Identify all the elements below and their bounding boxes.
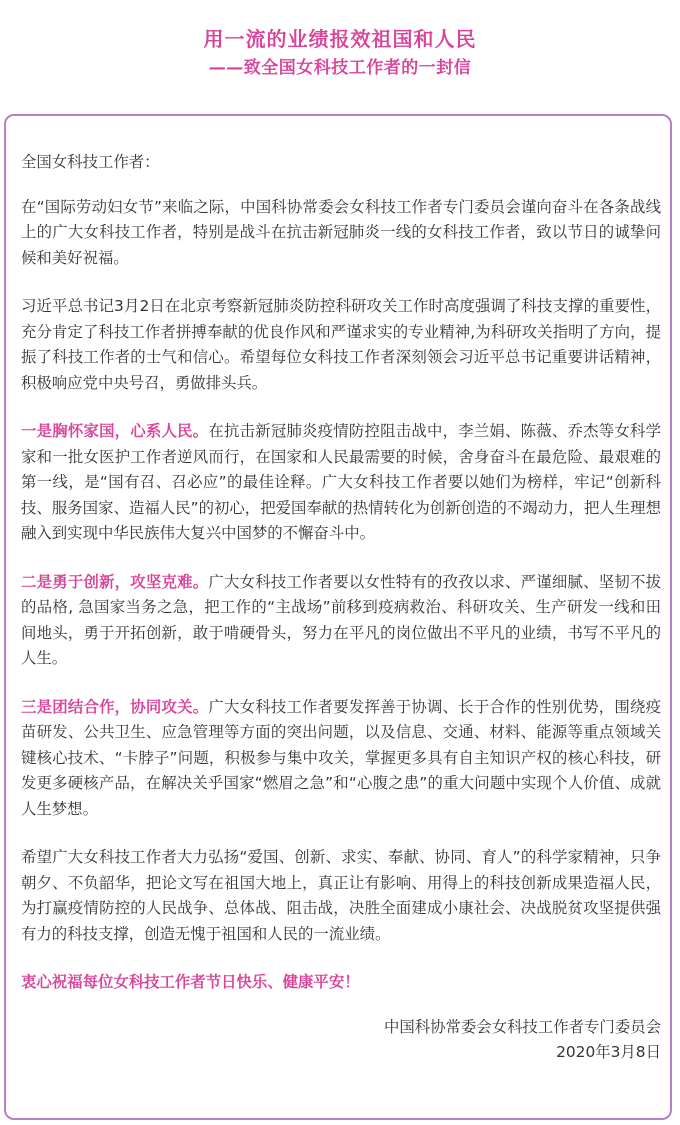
paragraph-text: 广大女科技工作者要发挥善于协调、长于合作的性别优势，围绕疫苗研发、公共卫生、应急管理等方面的突出问题，以及信息、交通、材料、能源等重点领域关键核心技术、“卡脖子”问题，积极参与集中攻关，掌握更多具有自主知识产权的核心科技，研发更多硬核产品，在解决关乎国家“燃眉之急”和“心腹之患”的重大问题中实现个人价值、成就人生梦想。 [21,697,661,818]
letter-closing: 衷心祝福每位女科技工作者节日快乐、健康平安！ [21,973,360,991]
paragraph-text: 在“国际劳动妇女节”来临之际，中国科协常委会女科技工作者专门委员会谨向奋斗在各条战线上的广大女科技工作者，特别是战斗在抗击新冠肺炎一线的女科技工作者，致以节日的诚挚问候和美好祝福。 [21,197,661,267]
paragraph-text: 广大女科技工作者要以女性特有的孜孜以求、严谨细腻、坚韧不拔的品格, 急国家当务之急，把工作的“主战场”前移到疫病救治、科研攻关、生产研发一线和田间地头，勇于开拓创新，敢于啃硬骨头，努力在平凡的岗位做出不平凡的业绩，书写不平凡的人生。 [21,572,661,667]
page-title: 用一流的业绩报效祖国和人民 [203,27,477,51]
paragraph-point-three [21,695,661,823]
paragraph-point-one [21,419,661,547]
paragraph-point-two [21,570,661,672]
paragraph-greeting [21,195,661,272]
paragraph-highlight: 三是团结合作，协同攻关。 [21,697,209,716]
letter-salutation: 全国女科技工作者： [21,153,160,171]
letter-header [0,24,680,82]
paragraph-xi-speech [21,294,661,396]
paragraph-text: 在抗击新冠肺炎疫情防控阻击战中，李兰娟、陈薇、乔杰等女科学家和一批女医护工作者逆风而行，在国家和人民最需要的时候，舍身奋斗在最危险、最艰难的第一线，是“国有召、召必应”的最佳诠释。广大女科技工作者要以她们为榜样，牢记“创新科技、服务国家、造福人民”的初心，把爱国奉献的热情转化为创新创造的不竭动力，把人生理想融入到实现中华民族伟大复兴中国梦的不懈奋斗中。 [21,422,661,542]
letter-body [21,150,661,1066]
paragraph-hope [21,845,661,947]
paragraph-highlight: 二是勇于创新，攻坚克难。 [21,572,209,591]
paragraph-text: 习近平总书记3月2日在北京考察新冠肺炎防控科研攻关工作时高度强调了科技支撑的重要性，充分肯定了科技工作者拼搏奉献的优良作风和严谨求实的专业精神,为科研攻关指明了方向，提振了科技工作者的士气和信心。希望每位女科技工作者深刻领会习近平总书记重要讲话精神，积极响应党中央号召，勇做排头兵。 [21,297,661,392]
signature-organization: 中国科协常委会女科技工作者专门委员会 [383,1017,661,1036]
page-subtitle: ——致全国女科技工作者的一封信 [208,58,472,78]
paragraph-text: 希望广大女科技工作者大力弘扬“爱国、创新、求实、奉献、协同、育人”的科学家精神，只争朝夕、不负韶华，把论文写在祖国大地上，真正让有影响、用得上的科技创新成果造福人民，为打赢疫情防控的人民战争、总体战、阻击战，决胜全面建成小康社会、决战脱贫攻坚提供强有力的科技支撑，创造无愧于祖国和人民的一流业绩。 [21,848,661,943]
paragraph-highlight: 一是胸怀家国，心系人民。 [21,422,209,440]
letter-frame [4,114,672,1120]
signature-date: 2020年3月8日 [556,1043,661,1061]
